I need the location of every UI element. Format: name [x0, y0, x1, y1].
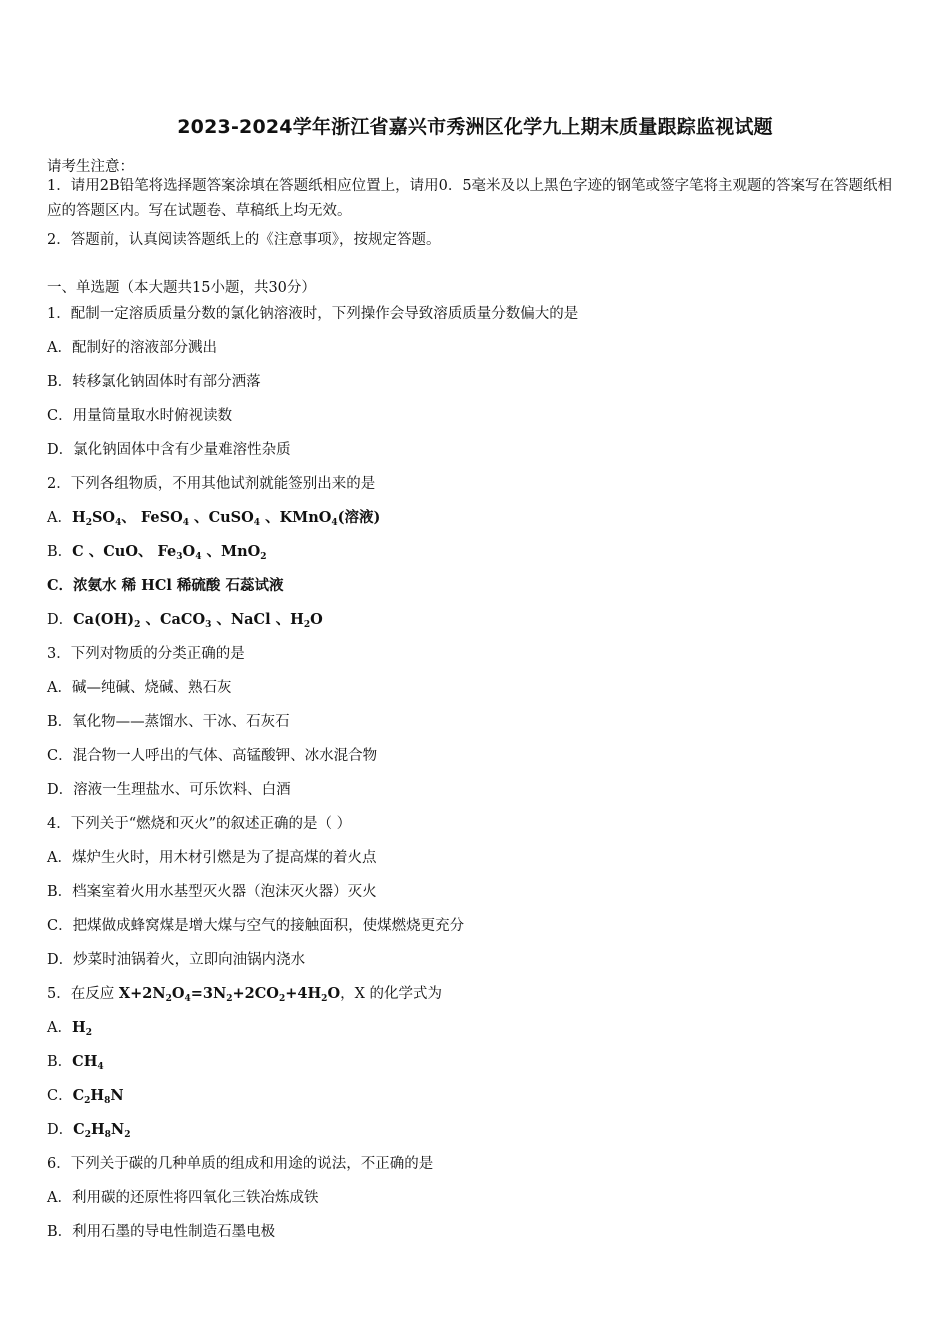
question-6-option-b: B．利用石墨的导电性制造石墨电极: [47, 1224, 276, 1240]
notice-heading: 请考生注意：: [47, 159, 134, 175]
question-5-option-c: C．$C_2H_8N$: [47, 1087, 124, 1106]
question-3-option-b: B．氧化物——蒸馏水、干冰、石灰石: [47, 714, 290, 730]
question-3-option-c: C．混合物一人呼出的气体、高锰酸钾、冰水混合物: [47, 748, 378, 764]
section-heading: 一、单选题（本大题共15小题，共30分）: [47, 280, 316, 296]
question-1-stem: 1．配制一定溶质质量分数的氯化钠溶液时，下列操作会导致溶质质量分数偏大的是: [47, 306, 579, 322]
notice-item-1: 1．请用2B铅笔将选择题答案涂填在答题纸相应位置上，请用0．5毫米及以上黑色字迹的钢笔或签字笔将主观题的答案写在答题纸相应的答题区内。写在试题卷、草稿纸上均无效。: [47, 178, 893, 219]
question-2-stem: 2．下列各组物质，不用其他试剂就能签别出来的是: [47, 476, 376, 492]
question-5-option-d: D．$C_2H_8N_2$: [47, 1121, 131, 1140]
question-5-stem: 5．在反应 $X+2N_2O_4=3N_2+2CO_2+4H_2O$，X 的化学式为: [47, 985, 443, 1004]
question-4-stem: 4．下列关于“燃烧和灭火”的叙述正确的是（ ）: [47, 816, 352, 832]
question-2-option-b: B．C 、CuO、 $Fe_3O_4$ 、MnO$_2$: [47, 543, 267, 562]
question-1-option-b: B．转移氯化钠固体时有部分洒落: [47, 374, 261, 390]
question-4-option-d: D．炒菜时油锅着火，立即向油锅内浇水: [47, 952, 306, 968]
notice-item-2: 2．答题前，认真阅读答题纸上的《注意事项》，按规定答题。: [47, 232, 441, 248]
question-2-option-a: A．$H_2SO_4$、 FeSO$_4$ 、CuSO$_4$ 、KMnO$_4$(溶液): [47, 509, 381, 528]
question-4-option-c: C．把煤做成蜂窝煤是增大煤与空气的接触面积，使煤燃烧更充分: [47, 918, 465, 934]
question-6-stem: 6．下列关于碳的几种单质的组成和用途的说法，不正确的是: [47, 1156, 434, 1172]
question-1-option-d: D．氯化钠固体中含有少量难溶性杂质: [47, 442, 291, 458]
question-1-option-c: C．用量筒量取水时俯视读数: [47, 408, 233, 424]
question-4-option-b: B．档案室着火用水基型灭火器（泡沫灭火器）灭火: [47, 884, 377, 900]
question-5-option-b: B．$CH_4$: [47, 1053, 104, 1072]
question-6-option-a: A．利用碳的还原性将四氧化三铁冶炼成铁: [47, 1190, 319, 1206]
question-4-option-a: A．煤炉生火时，用木材引燃是为了提高煤的着火点: [47, 850, 377, 866]
page-title: 2023-2024学年浙江省嘉兴市秀洲区化学九上期末质量跟踪监视试题: [177, 116, 773, 138]
question-2-option-c: C．浓氨水 稀 HCl 稀硫酸 石蕊试液: [47, 577, 284, 594]
question-3-stem: 3．下列对物质的分类正确的是: [47, 646, 245, 662]
question-3-option-a: A．碱—纯碱、烧碱、熟石灰: [47, 680, 232, 696]
question-2-option-d: D．$Ca(OH)_2$ 、CaCO$_3$ 、NaCl 、$H_2O$: [47, 611, 323, 630]
question-3-option-d: D．溶液一生理盐水、可乐饮料、白酒: [47, 782, 291, 798]
question-1-option-a: A．配制好的溶液部分溅出: [47, 340, 217, 356]
question-5-option-a: A．$H_2$: [47, 1019, 92, 1038]
